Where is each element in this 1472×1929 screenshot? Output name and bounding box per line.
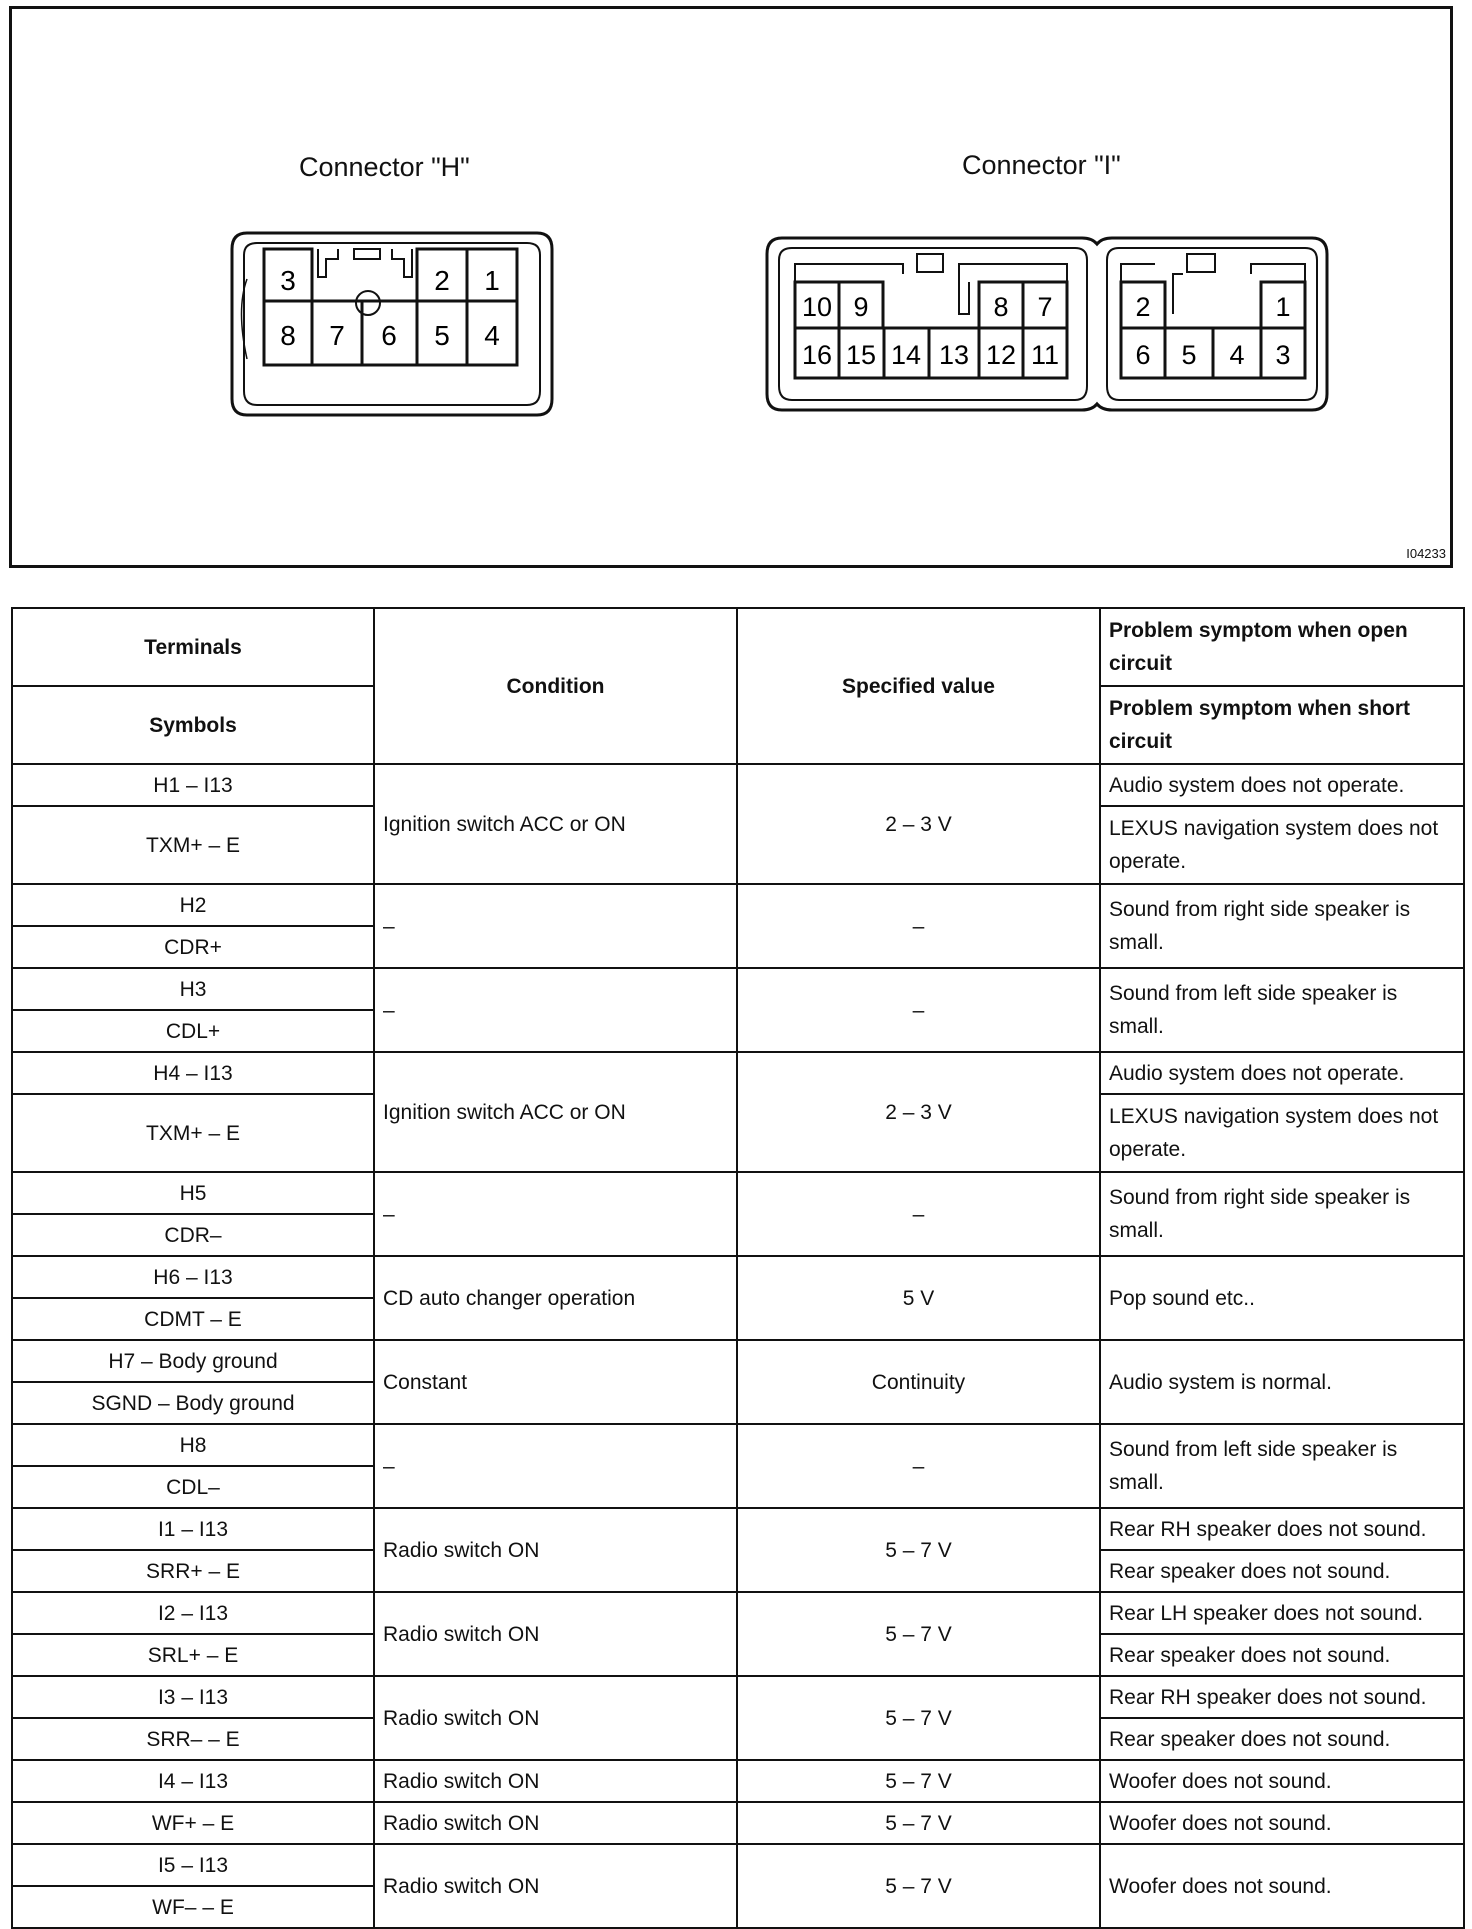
specified-value-cell: Continuity (737, 1340, 1100, 1424)
symptom-cell: Sound from left side speaker is small. (1100, 968, 1464, 1052)
connector-i-pin: 5 (1181, 340, 1197, 370)
symbol-cell: CDL– (12, 1466, 374, 1508)
open-circuit-cell: Audio system does not operate. (1100, 764, 1464, 806)
connector-h-pin: 4 (484, 320, 500, 351)
connector-i-pin: 14 (890, 340, 922, 370)
header-open-circuit: Problem symptom when open circuit (1100, 608, 1464, 686)
table-row (12, 1676, 1464, 1718)
table-row (12, 1052, 1464, 1094)
table-row (12, 1340, 1464, 1382)
table-row (12, 1424, 1464, 1466)
connector-i-drawing (757, 224, 1337, 424)
terminal-cell: H2 (12, 884, 374, 926)
symbol-cell: WF+ – E (12, 1802, 374, 1844)
short-circuit-cell: LEXUS navigation system does not operate. (1100, 806, 1464, 884)
short-circuit-cell: Rear speaker does not sound. (1100, 1550, 1464, 1592)
specified-value-cell: 5 – 7 V (737, 1802, 1100, 1844)
specified-value-cell: 5 – 7 V (737, 1844, 1100, 1928)
symbol-cell: SRR+ – E (12, 1550, 374, 1592)
symptom-cell: Sound from left side speaker is small. (1100, 1424, 1464, 1508)
connector-i-pin: 15 (845, 340, 877, 370)
specified-value-cell: 5 V (737, 1256, 1100, 1340)
table-row (12, 968, 1464, 1010)
table-row (12, 1844, 1464, 1886)
short-circuit-cell: Rear speaker does not sound. (1100, 1634, 1464, 1676)
short-circuit-cell: Rear speaker does not sound. (1100, 1718, 1464, 1760)
condition-cell: Constant (374, 1340, 737, 1424)
terminal-cell: H8 (12, 1424, 374, 1466)
header-symbols: Symbols (12, 686, 374, 764)
table-body (12, 764, 1464, 1928)
specified-value-cell: 5 – 7 V (737, 1676, 1100, 1760)
header-terminals: Terminals (12, 608, 374, 686)
header-row (12, 608, 1464, 686)
terminal-cell: I3 – I13 (12, 1676, 374, 1718)
condition-cell: Radio switch ON (374, 1844, 737, 1928)
specified-value-cell: – (737, 1424, 1100, 1508)
connector-i-pin: 1 (1275, 292, 1291, 322)
symptom-cell: Woofer does not sound. (1100, 1844, 1464, 1928)
condition-cell: CD auto changer operation (374, 1256, 737, 1340)
symbol-cell: SRL+ – E (12, 1634, 374, 1676)
connector-i-pin: 11 (1030, 340, 1060, 370)
terminal-cell: I1 – I13 (12, 1508, 374, 1550)
symbol-cell: SRR– – E (12, 1718, 374, 1760)
connector-i-pin: 13 (938, 340, 970, 370)
connector-i-title: Connector "I" (962, 150, 1121, 180)
figure-id: I04233 (1406, 546, 1446, 561)
connector-h-pin: 2 (434, 265, 450, 296)
open-circuit-cell: Audio system does not operate. (1100, 1052, 1464, 1094)
terminal-cell: I4 – I13 (12, 1760, 374, 1802)
connector-i-pin: 16 (801, 340, 833, 370)
terminal-table (11, 607, 1465, 1929)
specified-value-cell: 2 – 3 V (737, 764, 1100, 884)
table-row (12, 1802, 1464, 1844)
specified-value-cell: 2 – 3 V (737, 1052, 1100, 1172)
connector-h-title: Connector "H" (299, 152, 470, 182)
condition-cell: Radio switch ON (374, 1592, 737, 1676)
connector-i-pin: 10 (801, 292, 833, 322)
table-row (12, 1760, 1464, 1802)
symptom-cell: Sound from right side speaker is small. (1100, 884, 1464, 968)
terminal-cell: H4 – I13 (12, 1052, 374, 1094)
condition-cell: Radio switch ON (374, 1760, 737, 1802)
symbol-cell: TXM+ – E (12, 1094, 374, 1172)
open-circuit-cell: Rear RH speaker does not sound. (1100, 1508, 1464, 1550)
condition-cell: – (374, 968, 737, 1052)
condition-cell: Radio switch ON (374, 1508, 737, 1592)
terminal-cell: I2 – I13 (12, 1592, 374, 1634)
symptom-cell: Audio system is normal. (1100, 1340, 1464, 1424)
symptom-cell: Pop sound etc.. (1100, 1256, 1464, 1340)
header-specified-value: Specified value (737, 608, 1100, 764)
connector-i-pin: 9 (853, 292, 869, 322)
table-row (12, 1592, 1464, 1634)
condition-cell: – (374, 884, 737, 968)
terminal-cell: H1 – I13 (12, 764, 374, 806)
condition-cell: Radio switch ON (374, 1802, 737, 1844)
symbol-cell: TXM+ – E (12, 806, 374, 884)
symbol-cell: CDR+ (12, 926, 374, 968)
specified-value-cell: – (737, 884, 1100, 968)
terminal-cell: I5 – I13 (12, 1844, 374, 1886)
short-circuit-cell: LEXUS navigation system does not operate. (1100, 1094, 1464, 1172)
table-row (12, 1256, 1464, 1298)
connector-diagram (9, 6, 1453, 568)
header-condition: Condition (374, 608, 737, 764)
specified-value-cell: 5 – 7 V (737, 1592, 1100, 1676)
symbol-cell: CDL+ (12, 1010, 374, 1052)
symbol-cell: CDR– (12, 1214, 374, 1256)
connector-i-pin: 7 (1037, 292, 1053, 322)
table-row (12, 1508, 1464, 1550)
symptom-cell: Woofer does not sound. (1100, 1760, 1464, 1802)
connector-i-pin: 6 (1135, 340, 1151, 370)
connector-h-pin: 8 (280, 320, 296, 351)
condition-cell: – (374, 1424, 737, 1508)
connector-i-pin: 2 (1135, 292, 1151, 322)
terminal-cell: H7 – Body ground (12, 1340, 374, 1382)
symptom-cell: Sound from right side speaker is small. (1100, 1172, 1464, 1256)
connector-i-pin: 8 (993, 292, 1009, 322)
open-circuit-cell: Rear LH speaker does not sound. (1100, 1592, 1464, 1634)
condition-cell: Radio switch ON (374, 1676, 737, 1760)
connector-i-pin: 4 (1229, 340, 1245, 370)
open-circuit-cell: Rear RH speaker does not sound. (1100, 1676, 1464, 1718)
connector-h-pin: 7 (329, 320, 345, 351)
symptom-cell: Woofer does not sound. (1100, 1802, 1464, 1844)
specified-value-cell: 5 – 7 V (737, 1760, 1100, 1802)
table-row (12, 764, 1464, 806)
connector-i-pin: 12 (985, 340, 1017, 370)
symbol-cell: WF– – E (12, 1886, 374, 1928)
symbol-cell: SGND – Body ground (12, 1382, 374, 1424)
connector-h-pin: 6 (381, 320, 397, 351)
specified-value-cell: – (737, 968, 1100, 1052)
table-row (12, 884, 1464, 926)
condition-cell: Ignition switch ACC or ON (374, 1052, 737, 1172)
specified-value-cell: – (737, 1172, 1100, 1256)
specified-value-cell: 5 – 7 V (737, 1508, 1100, 1592)
connector-h-pin: 1 (484, 265, 500, 296)
terminal-cell: H5 (12, 1172, 374, 1214)
header-short-circuit: Problem symptom when short circuit (1100, 686, 1464, 764)
connector-h-pin: 5 (434, 320, 450, 351)
condition-cell: – (374, 1172, 737, 1256)
connector-i-pin: 3 (1275, 340, 1291, 370)
terminal-cell: H3 (12, 968, 374, 1010)
connector-h-drawing (222, 219, 562, 429)
connector-h-pin: 3 (280, 265, 296, 296)
terminal-cell: H6 – I13 (12, 1256, 374, 1298)
symbol-cell: CDMT – E (12, 1298, 374, 1340)
condition-cell: Ignition switch ACC or ON (374, 764, 737, 884)
table-row (12, 1172, 1464, 1214)
